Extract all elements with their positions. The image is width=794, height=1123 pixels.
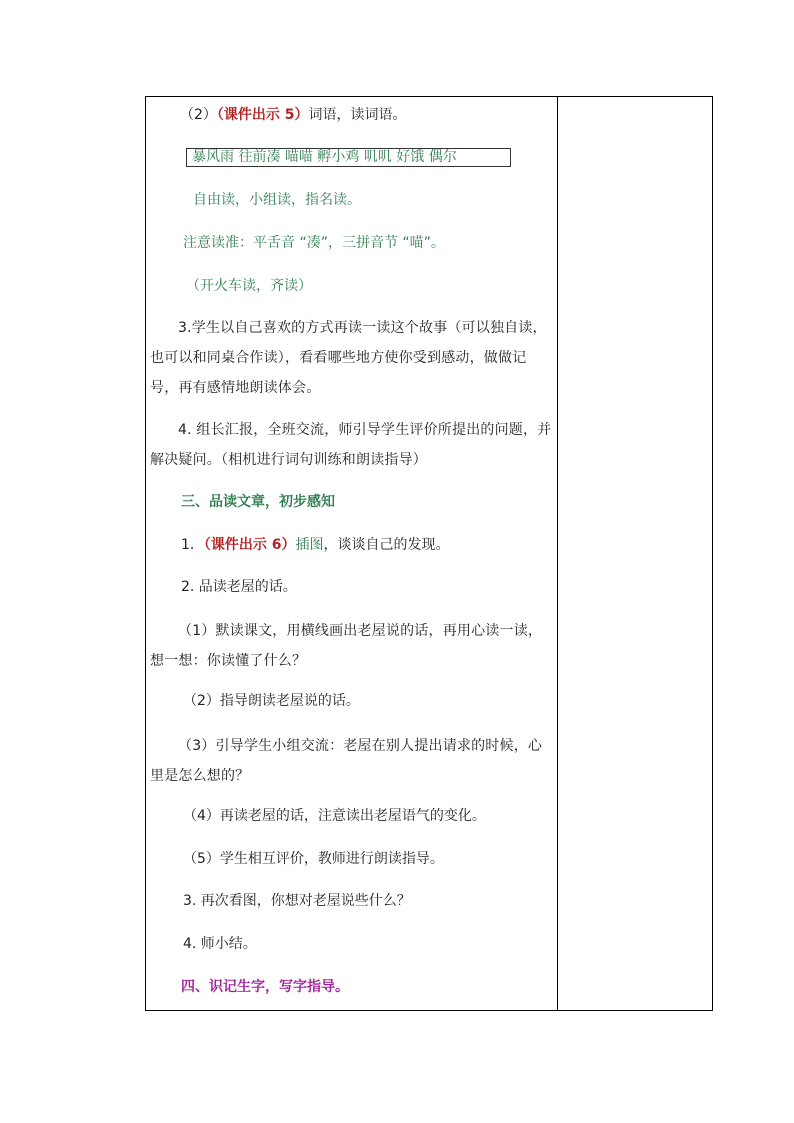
section-3-sub-2: （2）指导朗读老屋说的话。 bbox=[183, 693, 360, 709]
courseware-6-label: （课件出示 6） bbox=[203, 537, 296, 553]
step-4-paragraph: 4. 组长汇报，全班交流，师引导学生评价所提出的问题，并解决疑问。（相机进行词句训练和朗读指导） bbox=[150, 422, 552, 468]
reading-methods: 自由读，小组读，指名读。 bbox=[193, 192, 361, 208]
section-3-sub-5: （5）学生相互评价，教师进行朗读指导。 bbox=[183, 851, 444, 867]
s3-item-1-suffix: ，谈谈自己的发现。 bbox=[323, 537, 450, 553]
section-3-sub-4: （4）再读老屋的话，注意读出老屋语气的变化。 bbox=[183, 808, 486, 824]
section-3-sub-3: （3）引导学生小组交流：老屋在别人提出请求的时候，心里是怎么想的？ bbox=[150, 738, 543, 784]
train-reading-note: （开火车读，齐读） bbox=[186, 278, 312, 294]
section-3-item-2: 2. 品读老屋的话。 bbox=[181, 579, 297, 595]
section-3-item-1 bbox=[181, 536, 450, 554]
section-3-item-3: 3. 再次看图，你想对老屋说些什么？ bbox=[183, 893, 411, 909]
section-3-item-4: 4. 师小结。 bbox=[183, 936, 257, 952]
item-2-prefix: （2） bbox=[180, 107, 217, 123]
illustration-label: 插图 bbox=[295, 537, 324, 553]
column-divider bbox=[557, 96, 558, 1011]
section-4-heading: 四、识记生字，写字指导。 bbox=[181, 979, 349, 995]
courseware-5-label: （课件出示 5） bbox=[216, 107, 309, 123]
s3-item-1-prefix: 1． bbox=[181, 537, 204, 553]
item-2-suffix: 词语，读词语。 bbox=[308, 107, 407, 123]
step-3-paragraph: 3.学生以自己喜欢的方式再读一读这个故事（可以独自读，也可以和同桌合作读），看看哪些地方使你受到感动，做做记号，再有感情地朗读体会。 bbox=[150, 320, 547, 396]
section-3-sub-1: （1）默读课文，用横线画出老屋说的话，再用心读一读，想一想：你读懂了什么？ bbox=[150, 623, 543, 669]
pronunciation-note: 注意读准：平舌音 “凑”，三拼音节 “喵”。 bbox=[183, 235, 445, 251]
section-3-heading: 三、品读文章，初步感知 bbox=[181, 494, 335, 510]
vocabulary-box: 暴风雨 往前凑 喵喵 孵小鸡 叽叽 好饿 偶尔 bbox=[186, 148, 511, 167]
item-2-line bbox=[180, 106, 407, 124]
